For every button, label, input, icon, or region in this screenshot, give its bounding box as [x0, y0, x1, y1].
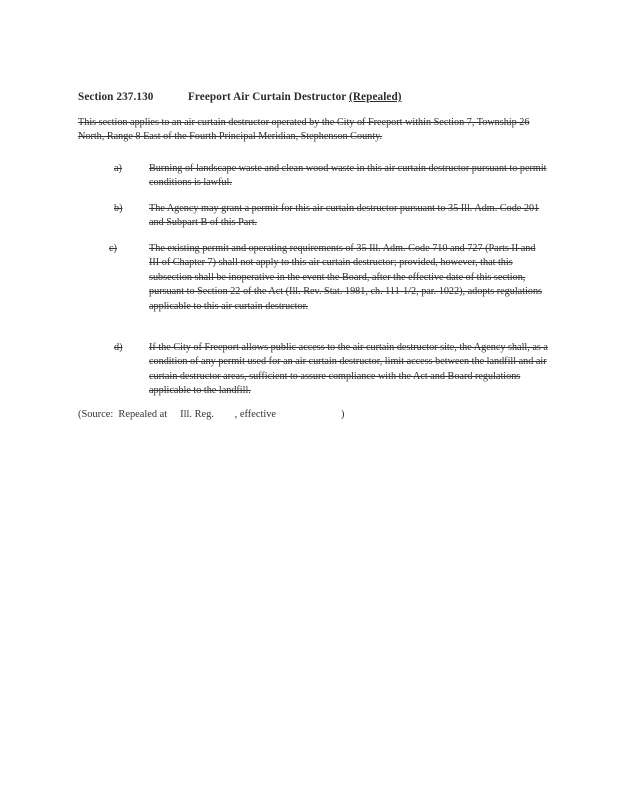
subsection-letter: b)	[114, 203, 123, 214]
subsection-text: The existing permit and operating requirements of 35 Ill. Adm. Code 710 and 727 (Parts II and III of Chapter 7) shall not apply to this air curtain destructor; provided, however, that this subsection shall be inoperative in the event the Board, after the effective date of this section, pursuant to Section 22 of the Act (Ill. Rev. Stat. 1981, ch. 111-1/2, par. 1022), adopts regulations applicable to this air curtain destructor.	[149, 243, 543, 312]
subsection-c	[78, 242, 548, 314]
subsection-text: The Agency may grant a permit for this air curtain destructor pursuant to 35 Ill. Adm. Code 201 and Subpart B of this Part.	[149, 203, 540, 229]
section-title: Freeport Air Curtain Destructor	[188, 91, 347, 103]
subsection-text: If the City of Freeport allows public access to the air curtain destructor site, the Agency shall, as a condition of any permit used for an air curtain destructor, limit access between the landfill and air curtain destructor areas, sufficient to assure compliance with the Act and Board regulations applicable to the landfill.	[149, 342, 548, 397]
source-note: (Source: Repealed at Ill. Reg. , effective )	[78, 409, 345, 420]
section-number: Section 237.130	[78, 91, 154, 103]
subsection-letter: d)	[114, 342, 123, 353]
subsection-letter: c)	[109, 243, 117, 254]
subsection-d	[78, 341, 548, 399]
subsection-text: Burning of landscape waste and clean wood waste in this air curtain destructor pursuant to permit conditions is lawful.	[149, 163, 547, 189]
section-heading	[78, 91, 402, 103]
subsection-a	[78, 162, 548, 191]
subsection-b	[78, 202, 548, 231]
section-intro: This section applies to an air curtain destructor operated by the City of Freeport within Section 7, Township 26 North, Range 8 East of the Fourth Principal Meridian, Stephenson County.	[78, 117, 530, 142]
section-status: (Repealed)	[349, 91, 402, 103]
subsection-letter: a)	[114, 163, 122, 174]
